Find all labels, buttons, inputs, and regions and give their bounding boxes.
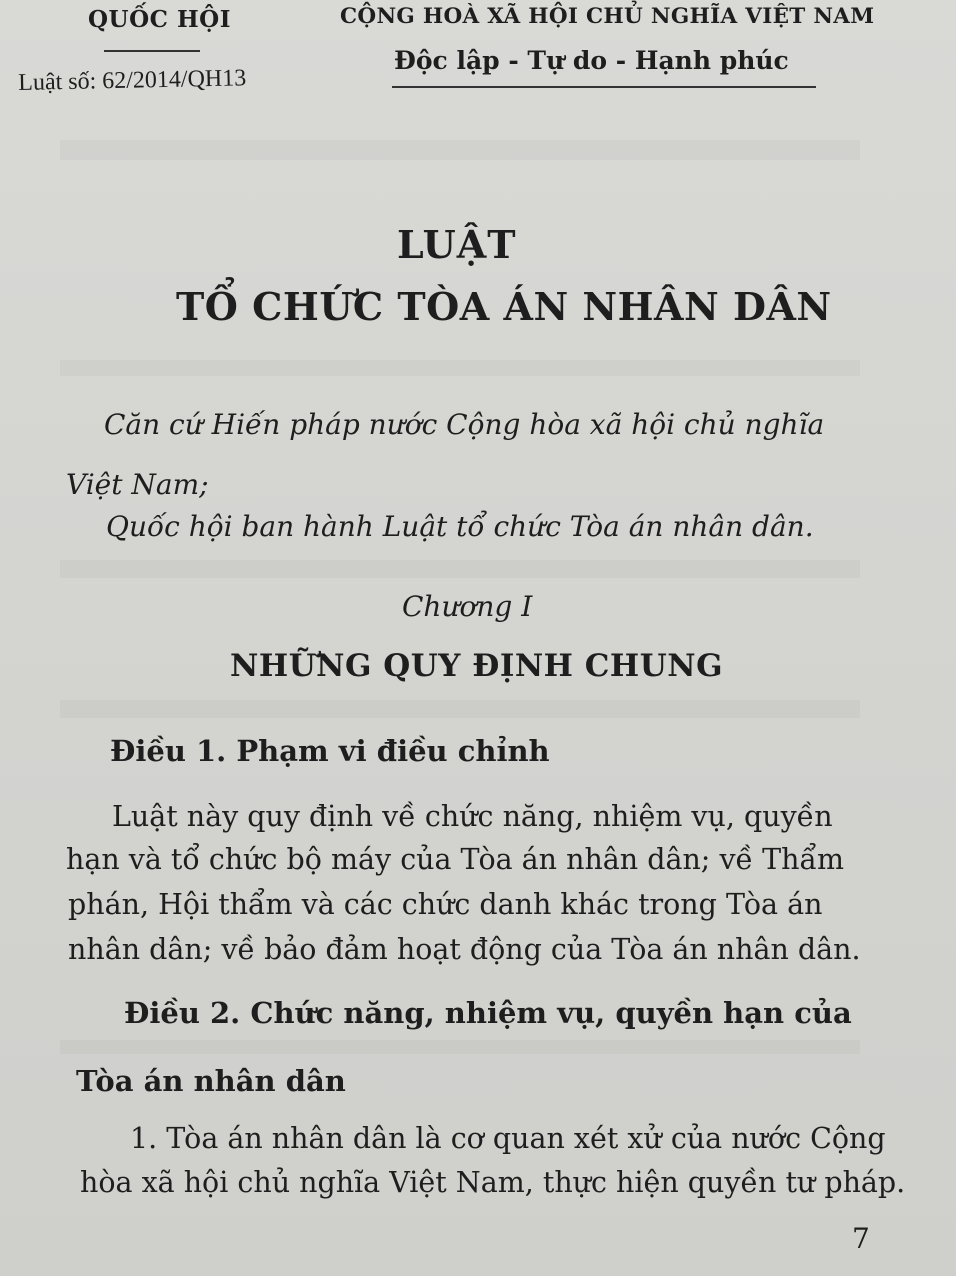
- article-1-text-line: phán, Hội thẩm và các chức danh khác trong Tòa án: [68, 888, 823, 921]
- chapter-label: Chương I: [402, 590, 533, 623]
- article-1-text-line: Luật này quy định về chức năng, nhiệm vụ, quyền: [112, 800, 833, 833]
- preamble-line: Quốc hội ban hành Luật tổ chức Tòa án nhân dân.: [106, 510, 814, 543]
- article-2-heading: Điều 2. Chức năng, nhiệm vụ, quyền hạn của: [124, 996, 852, 1030]
- issuer-name: QUỐC HỘI: [88, 6, 231, 33]
- law-name-title: TỔ CHỨC TÒA ÁN NHÂN DÂN: [176, 284, 832, 329]
- article-1-text-line: hạn và tổ chức bộ máy của Tòa án nhân dân; về Thẩm: [66, 843, 845, 876]
- law-number: Luật số: 62/2014/QH13: [18, 65, 247, 96]
- motto-underline: [392, 86, 816, 88]
- document-type-title: LUẬT: [397, 222, 517, 267]
- preamble-line: Căn cứ Hiến pháp nước Cộng hòa xã hội chủ nghĩa: [104, 408, 825, 441]
- issuer-underline: [104, 50, 200, 52]
- country-name: CỘNG HOÀ XÃ HỘI CHỦ NGHĨA VIỆT NAM: [340, 4, 875, 29]
- article-2-heading-continued: Tòa án nhân dân: [76, 1064, 346, 1098]
- article-2-text-line: hòa xã hội chủ nghĩa Việt Nam, thực hiện quyền tư pháp.: [80, 1166, 906, 1199]
- page-number: 7: [852, 1222, 870, 1255]
- article-2-text-line: 1. Tòa án nhân dân là cơ quan xét xử của nước Cộng: [130, 1122, 886, 1155]
- chapter-name: NHỮNG QUY ĐỊNH CHUNG: [230, 648, 724, 684]
- national-motto: Độc lập - Tự do - Hạnh phúc: [394, 46, 789, 75]
- article-1-heading: Điều 1. Phạm vi điều chỉnh: [110, 734, 550, 768]
- article-1-text-line: nhân dân; về bảo đảm hoạt động của Tòa án nhân dân.: [68, 933, 861, 966]
- preamble-line: Việt Nam;: [66, 468, 209, 501]
